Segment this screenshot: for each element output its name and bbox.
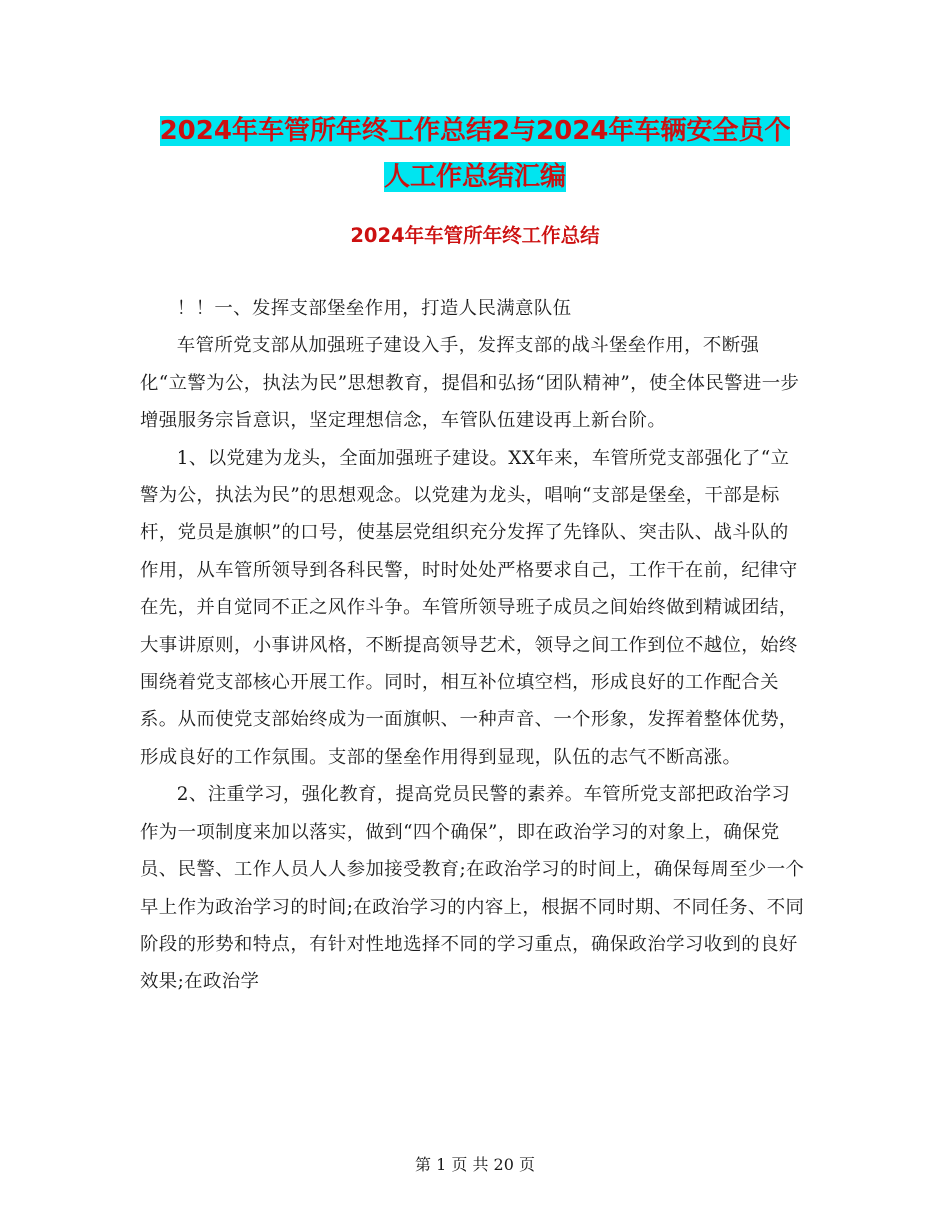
section-heading: 2024年车管所年终工作总结 [350,224,600,247]
paragraph: ！！一、发挥支部堡垒作用，打造人民满意队伍 [176,298,572,319]
paragraph: 2、注重学习，强化教育，提高党员民警的素养。车管所党支部把政治学习作为一项制度来加以落实，做到“四个确保”，即在政治学习的对象上，确保党员、民警、工作人员人人参加接受教育;在政治学习的时间上，确保每周至少一个早上作为政治学习的时间;在政治学习的内容上，根据不同时期、不同任务、不同阶段的形势和特点，有针对性地选择不同的学习重点，确保政治学习收到的良好效果;在政治学 [140,784,805,993]
title-line-1: 2024年车管所年终工作总结2与2024年车辆安全员个 [159,116,791,146]
paragraph: 车管所党支部从加强班子建设入手，发挥支部的战斗堡垒作用，不断强化“立警为公，执法为民”思想教育，提倡和弘扬“团队精神”，使全体民警进一步增强服务宗旨意识，坚定理想信念，车管队伍建设再上新台阶。 [140,335,800,432]
document-body [140,290,806,1001]
paragraph: 1、以党建为龙头，全面加强班子建设。XX年来，车管所党支部强化了“立警为公，执法为民”的思想观念。以党建为龙头，唱响“支部是堡垒，干部是标杆，党员是旗帜”的口号，使基层党组织充分发挥了先锋队、突击队、战斗队的作用，从车管所领导到各科民警，时时处处严格要求自己，工作干在前，纪律守在先，并自觉同不正之风作斗争。车管所领导班子成员之间始终做到精诚团结，大事讲原则，小事讲风格，不断提高领导艺术，领导之间工作到位不越位，始终围绕着党支部核心开展工作。同时，相互补位填空档，形成良好的工作配合关系。从而使党支部始终成为一面旗帜、一种声音、一个形象，发挥着整体优势，形成良好的工作氛围。支部的堡垒作用得到显现，队伍的志气不断高涨。 [140,447,798,768]
title-line-2: 人工作总结汇编 [383,162,566,192]
document-title [0,108,950,200]
page-footer: 第 1 页 共 20 页 [415,1155,535,1174]
